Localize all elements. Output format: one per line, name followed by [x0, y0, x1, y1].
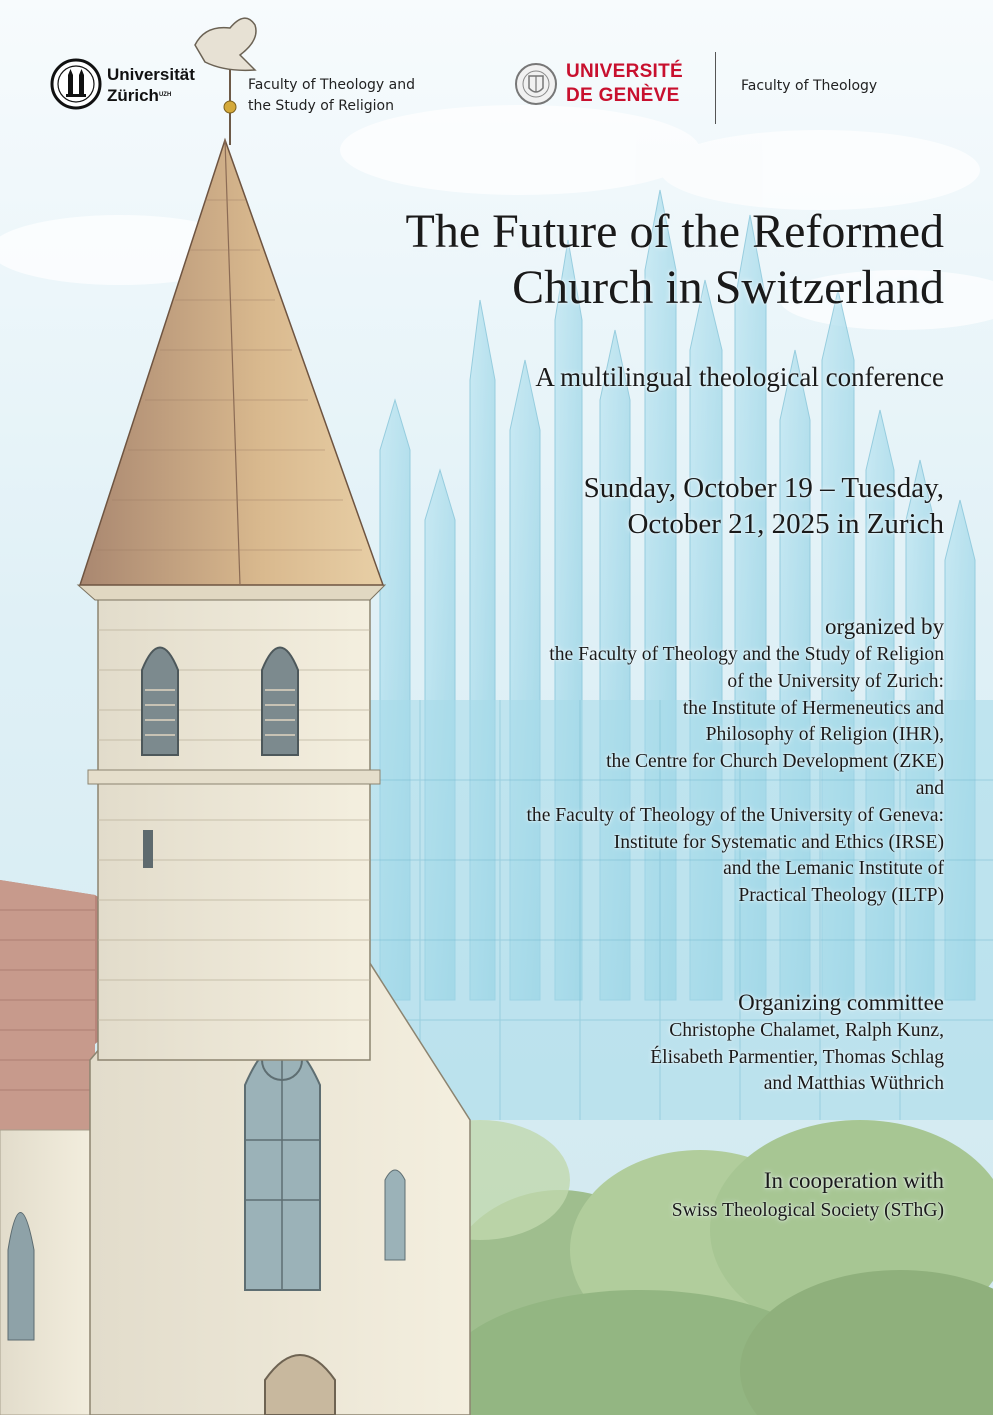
- unige-logo-text: [566, 60, 683, 108]
- organizer-line: the Faculty of Theology and the Study of Religion: [549, 644, 944, 665]
- uzh-name-line1: Universität: [107, 65, 195, 84]
- cooperation-heading: In cooperation with: [763, 1168, 944, 1193]
- organizers-list: [526, 642, 944, 910]
- committee-heading: Organizing committee: [738, 990, 944, 1015]
- organizer-line: the Institute of Hermeneutics and: [682, 697, 944, 719]
- uzh-faculty-name: [248, 75, 415, 117]
- title-line2: Church in Switzerland: [512, 261, 944, 314]
- unige-name-line1: UNIVERSITÉ: [566, 61, 684, 82]
- committee-line: and Matthias Wüthrich: [763, 1073, 944, 1095]
- tree-foliage: [390, 1120, 993, 1415]
- committee-line: Élisabeth Parmentier, Thomas Schlag: [650, 1046, 944, 1068]
- committee-line: Christophe Chalamet, Ralph Kunz,: [669, 1020, 944, 1041]
- cooperation-partner: Swiss Theological Society (SThG): [671, 1200, 944, 1221]
- poster-title: [406, 204, 945, 316]
- uzh-faculty-line2: the Study of Religion: [248, 98, 394, 114]
- organizer-line: and: [915, 777, 944, 799]
- conference-dates: [584, 470, 944, 542]
- organizer-line: the Faculty of Theology of the University of Geneva:: [526, 804, 944, 826]
- logo-divider: [715, 52, 716, 124]
- organizer-line: the Centre for Church Development (ZKE): [606, 751, 944, 773]
- uzh-superscript: UZH: [158, 92, 172, 98]
- uzh-seal-icon: [50, 58, 102, 110]
- committee-members: [650, 1018, 944, 1098]
- church-tower: [78, 585, 385, 1060]
- organizer-line: Philosophy of Religion (IHR),: [705, 724, 944, 746]
- organizer-line: of the University of Zurich:: [727, 670, 944, 692]
- organizer-line: Institute for Systematic and Ethics (IRSE): [613, 831, 944, 853]
- uzh-faculty-line1: Faculty of Theology and: [248, 77, 415, 93]
- uzh-logo-text: [107, 64, 195, 106]
- title-line1: The Future of the Reformed: [405, 205, 944, 258]
- uzh-name-line2: Zürich: [107, 86, 159, 105]
- unige-faculty-name: Faculty of Theology: [741, 78, 878, 94]
- organizer-line: and the Lemanic Institute of: [723, 858, 944, 880]
- dates-line2: October 21, 2025 in Zurich: [627, 508, 944, 540]
- dates-line1: Sunday, October 19 – Tuesday,: [583, 472, 944, 504]
- unige-seal-icon: [514, 62, 558, 106]
- organizer-line: Practical Theology (ILTP): [738, 885, 944, 907]
- organized-by-heading: organized by: [824, 614, 944, 639]
- poster-subtitle: A multilingual theological conference: [535, 362, 944, 392]
- unige-name-line2: DE GENÈVE: [566, 85, 680, 106]
